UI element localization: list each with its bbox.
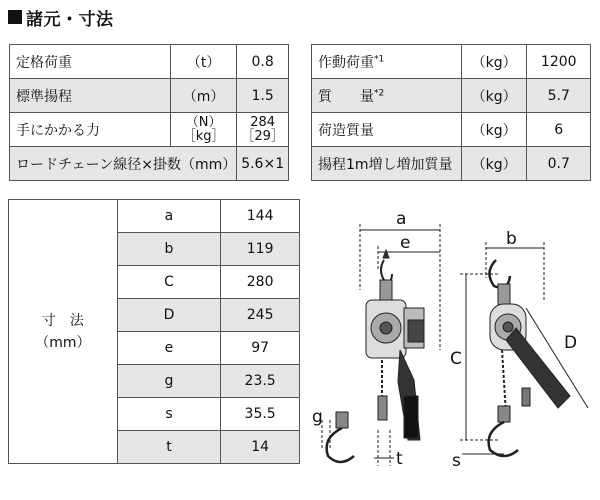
spec-value: 0.7 — [527, 147, 591, 181]
spec-table-left — [9, 44, 289, 181]
dimension-key: s — [117, 398, 221, 431]
footnote-mark: *2 — [374, 87, 385, 98]
spec-value: 6 — [527, 113, 591, 147]
diagram-label-a: a — [396, 209, 407, 229]
diagram-label-c: C — [450, 349, 462, 369]
dimension-key: D — [117, 299, 221, 332]
spec-value: 5.6×1 — [237, 147, 289, 181]
dimension-key: e — [117, 332, 221, 365]
spec-label: 定格荷重 — [10, 45, 171, 79]
spec-row — [10, 79, 289, 113]
spec-value-top: 284 — [250, 114, 276, 130]
dimension-key: t — [117, 431, 221, 464]
dimension-value: 14 — [221, 431, 300, 464]
diagram-label-t: t — [396, 449, 403, 469]
spec-label: 手にかかる力 — [10, 113, 171, 147]
spec-value-bottom: ［29］ — [241, 128, 284, 144]
spec-row — [312, 79, 591, 113]
dimension-value: 35.5 — [221, 398, 300, 431]
spec-value: 1200 — [527, 45, 591, 79]
spec-label: 標準揚程 — [10, 79, 171, 113]
dimensions-table — [8, 199, 300, 464]
spec-unit: （m） — [170, 79, 236, 113]
dimension-row — [9, 200, 300, 233]
dimensions-group-cell — [9, 200, 118, 464]
spec-unit-bottom: ［kg］ — [182, 128, 225, 144]
spec-unit: （kg） — [461, 45, 527, 79]
dimension-value: 280 — [221, 266, 300, 299]
diagram-label-e: e — [400, 233, 411, 253]
spec-row — [312, 113, 591, 147]
spec-label-cell — [312, 45, 462, 79]
dimension-key: a — [117, 200, 221, 233]
dimension-key: b — [117, 233, 221, 266]
heading-square-icon — [8, 10, 22, 24]
dimension-key: g — [117, 365, 221, 398]
spec-value: 1.5 — [237, 79, 289, 113]
diagram-label-g: g — [312, 407, 323, 427]
diagram-label-s: s — [452, 451, 461, 471]
spec-unit: （t） — [170, 45, 236, 79]
spec-label: 荷造質量 — [312, 113, 462, 147]
dimension-value: 23.5 — [221, 365, 300, 398]
spec-row — [312, 147, 591, 181]
dimension-value: 144 — [221, 200, 300, 233]
dimension-value: 119 — [221, 233, 300, 266]
spec-unit: （kg） — [461, 113, 527, 147]
spec-unit: （kg） — [461, 147, 527, 181]
dimensions-group-unit: （mm） — [35, 334, 91, 351]
spec-label-cell — [312, 79, 462, 113]
spec-label: 揚程1m増し増加質量 — [312, 147, 462, 181]
spec-value-stack — [237, 113, 289, 147]
dimensions-group-label: 寸 法 — [41, 312, 84, 329]
spec-label: 作動荷重 — [318, 54, 374, 71]
spec-unit-top: （N） — [185, 114, 222, 130]
spec-label: 質 量 — [318, 88, 374, 105]
spec-unit-stack — [170, 113, 236, 147]
heading-text: 諸元・寸法 — [26, 9, 114, 30]
diagram-label-d: D — [564, 333, 578, 353]
spec-value: 5.7 — [527, 79, 591, 113]
spec-value: 0.8 — [237, 45, 289, 79]
diagram-label-b: b — [506, 229, 517, 249]
spec-row — [10, 147, 289, 181]
spec-label: ロードチェーン線径×掛数（mm） — [10, 147, 237, 181]
dimension-value: 97 — [221, 332, 300, 365]
spec-row — [312, 45, 591, 79]
section-heading — [8, 4, 114, 30]
spec-row — [10, 45, 289, 79]
spec-unit: （kg） — [461, 79, 527, 113]
hoist-dimension-diagram — [300, 200, 596, 480]
spec-row — [10, 113, 289, 147]
dimension-key: C — [117, 266, 221, 299]
dimension-value: 245 — [221, 299, 300, 332]
footnote-mark: *1 — [374, 53, 385, 64]
spec-table-right — [311, 44, 591, 181]
